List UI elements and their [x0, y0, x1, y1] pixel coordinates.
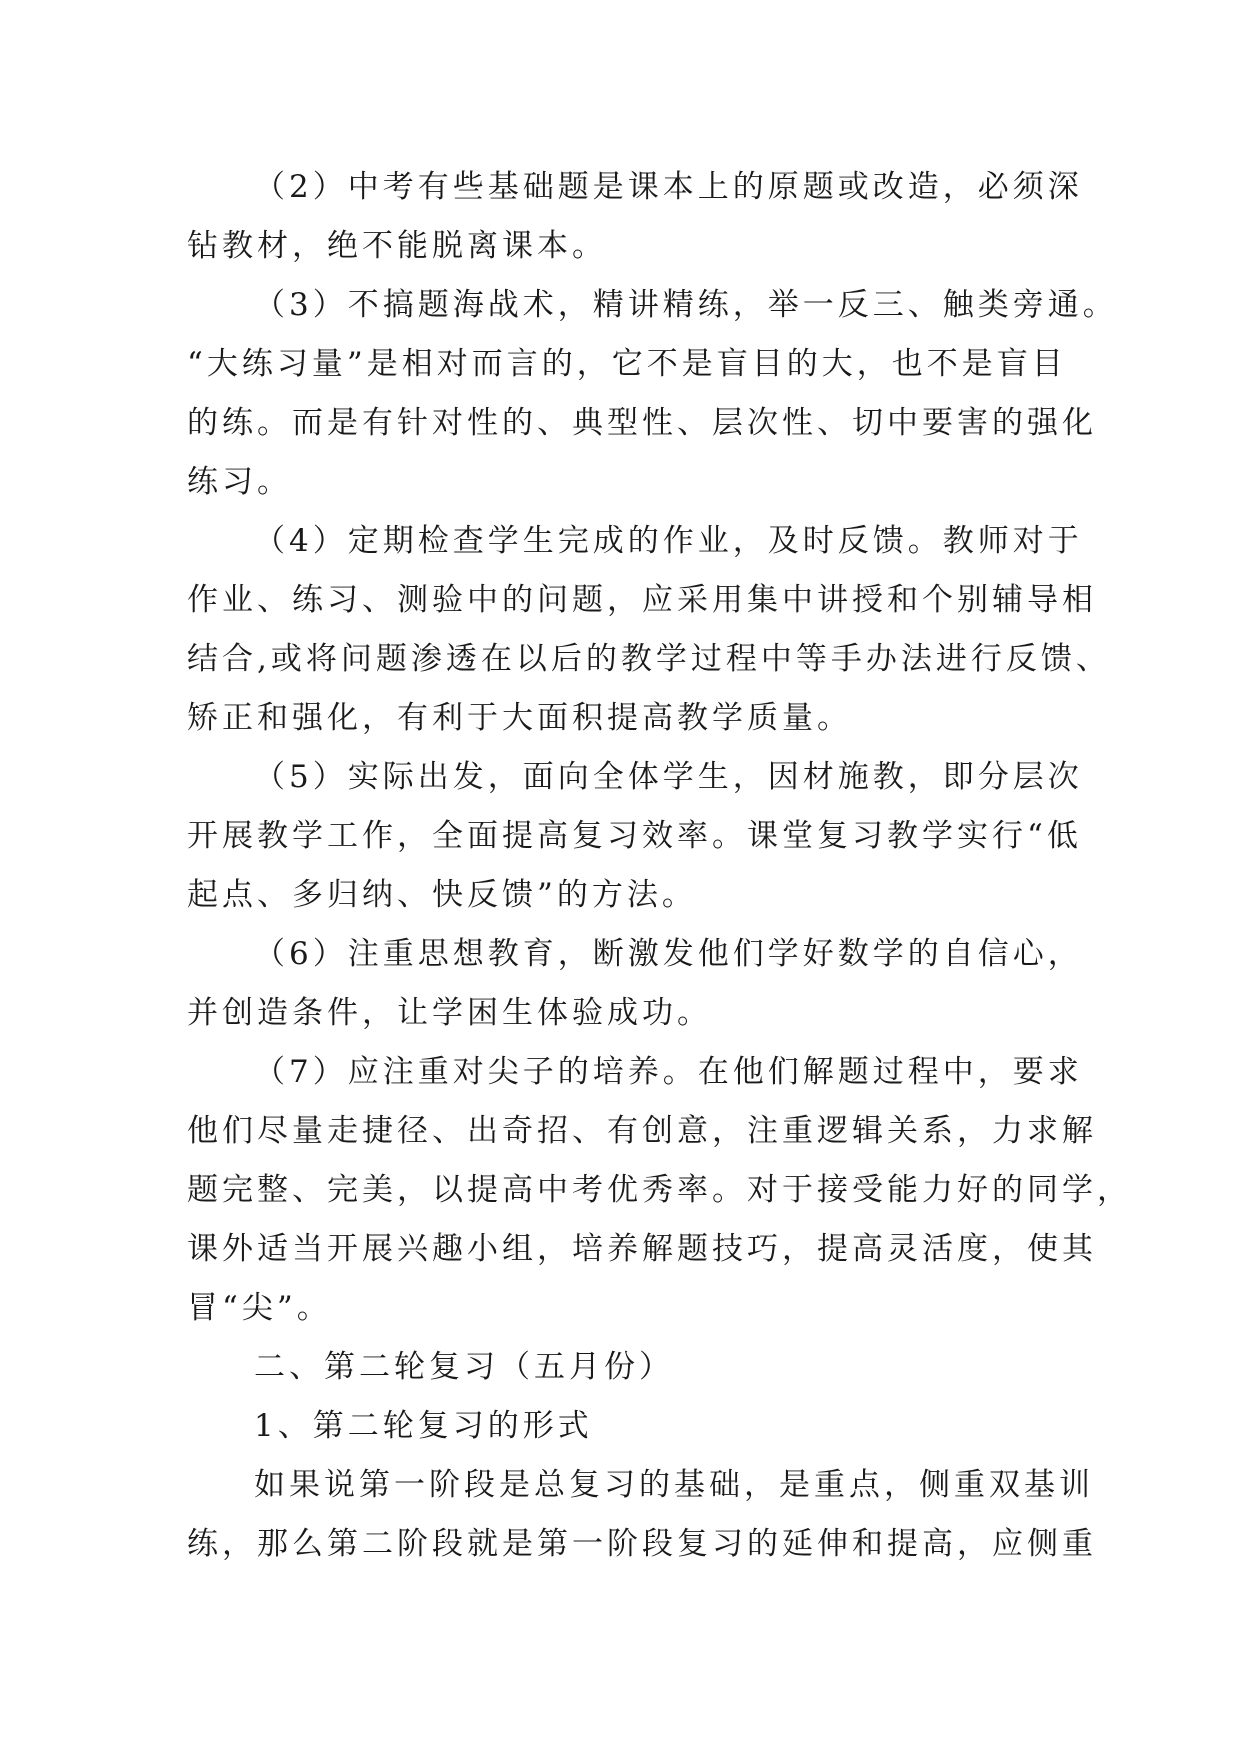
paragraph-line: （6）注重思想教育，断激发他们学好数学的自信心， — [254, 936, 1083, 972]
paragraph-line: 如果说第一阶段是总复习的基础，是重点，侧重双基训 — [254, 1467, 1094, 1503]
paragraph-line: 开展教学工作，全面提高复习效率。课堂复习教学实行“低 — [187, 818, 1082, 854]
paragraph-line: （2）中考有些基础题是课本上的原题或改造，必须深 — [254, 169, 1083, 205]
paragraph-line: 起点、多归纳、快反馈”的方法。 — [187, 877, 697, 913]
paragraph-line: 练习。 — [187, 464, 292, 500]
paragraph-line: 并创造条件，让学困生体验成功。 — [187, 995, 712, 1031]
paragraph-line: （4）定期检查学生完成的作业，及时反馈。教师对于 — [254, 523, 1083, 559]
paragraph-line: “大练习量”是相对而言的，它不是盲目的大，也不是盲目 — [187, 346, 1067, 382]
paragraph-line: 课外适当开展兴趣小组，培养解题技巧，提高灵活度，使其 — [187, 1231, 1097, 1267]
paragraph-line: 矫正和强化，有利于大面积提高教学质量。 — [187, 700, 852, 736]
subsection-heading: 1、第二轮复习的形式 — [254, 1408, 593, 1444]
paragraph-line: （7）应注重对尖子的培养。在他们解题过程中，要求 — [254, 1054, 1083, 1090]
paragraph-line: 练，那么第二阶段就是第一阶段复习的延伸和提高，应侧重 — [187, 1526, 1097, 1562]
paragraph-line: （3）不搞题海战术，精讲精练，举一反三、触类旁通。 — [254, 287, 1118, 323]
paragraph-line: 冒“尖”。 — [187, 1290, 332, 1326]
section-heading: 二、第二轮复习（五月份） — [254, 1349, 674, 1385]
paragraph-line: 钻教材，绝不能脱离课本。 — [187, 228, 607, 264]
paragraph-line: 作业、练习、测验中的问题，应采用集中讲授和个别辅导相 — [187, 582, 1097, 618]
paragraph-line: 的练。而是有针对性的、典型性、层次性、切中要害的强化 — [187, 405, 1097, 441]
paragraph-line: （5）实际出发，面向全体学生，因材施教，即分层次 — [254, 759, 1083, 795]
paragraph-line: 他们尽量走捷径、出奇招、有创意，注重逻辑关系，力求解 — [187, 1113, 1097, 1149]
paragraph-line: 题完整、完美，以提高中考优秀率。对于接受能力好的同学， — [187, 1172, 1132, 1208]
paragraph-line: 结合,或将问题渗透在以后的教学过程中等手办法进行反馈、 — [187, 641, 1111, 677]
